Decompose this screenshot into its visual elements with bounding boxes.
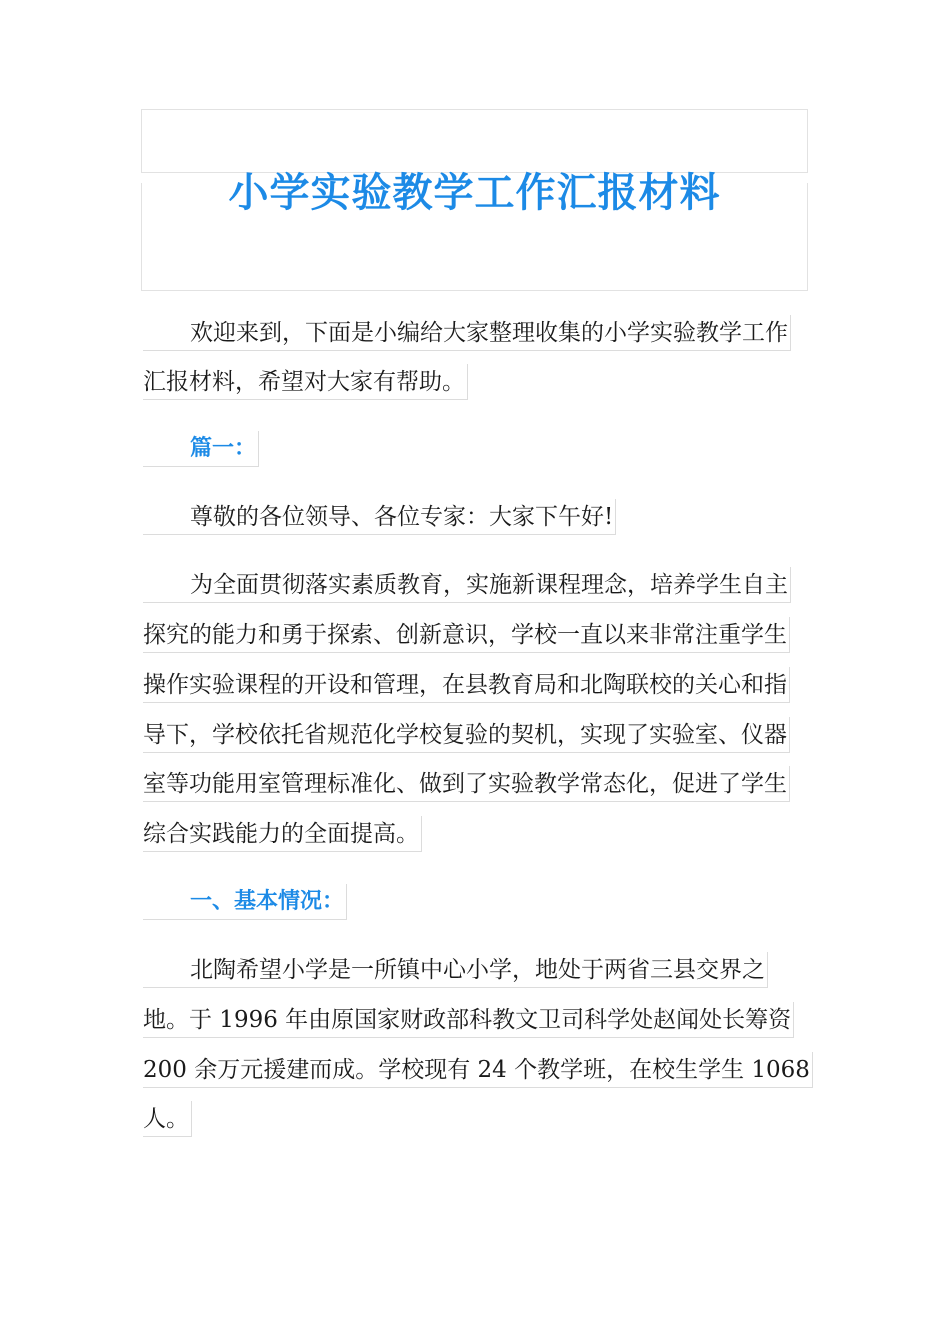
section-heading-part-one: 篇一： — [143, 431, 259, 467]
info-line-3: 200 余万元援建而成。学校现有 24 个教学班，在校生学生 1068 — [143, 1052, 813, 1088]
paragraph-line-2: 探究的能力和勇于探索、创新意识，学校一直以来非常注重学生 — [143, 617, 790, 653]
paragraph-line-1: 为全面贯彻落实素质教育，实施新课程理念，培养学生自主 — [143, 567, 791, 603]
paragraph-line-5: 室等功能用室管理标准化、做到了实验教学常态化，促进了学生 — [143, 766, 790, 802]
info-line-4: 人。 — [143, 1101, 192, 1137]
paragraph-line-6: 综合实践能力的全面提高。 — [143, 816, 422, 852]
info-line-2: 地。于 1996 年由原国家财政部科教文卫司科学处赵闻处长筹资 — [143, 1002, 794, 1038]
paragraph-line-3: 操作实验课程的开设和管理，在县教育局和北陶联校的关心和指 — [143, 667, 790, 703]
section-heading-basic-info: 一、基本情况： — [143, 884, 347, 920]
title-frame-top — [141, 109, 808, 173]
intro-line-2: 汇报材料，希望对大家有帮助。 — [143, 364, 468, 400]
greeting-line: 尊敬的各位领导、各位专家：大家下午好! — [143, 499, 616, 535]
info-line-1: 北陶希望小学是一所镇中心小学，地处于两省三县交界之 — [143, 952, 768, 988]
intro-line-1: 欢迎来到，下面是小编给大家整理收集的小学实验教学工作 — [143, 315, 791, 351]
paragraph-line-4: 导下，学校依托省规范化学校复验的契机，实现了实验室、仪器 — [143, 717, 790, 753]
document-title: 小学实验教学工作汇报材料 — [228, 170, 721, 216]
